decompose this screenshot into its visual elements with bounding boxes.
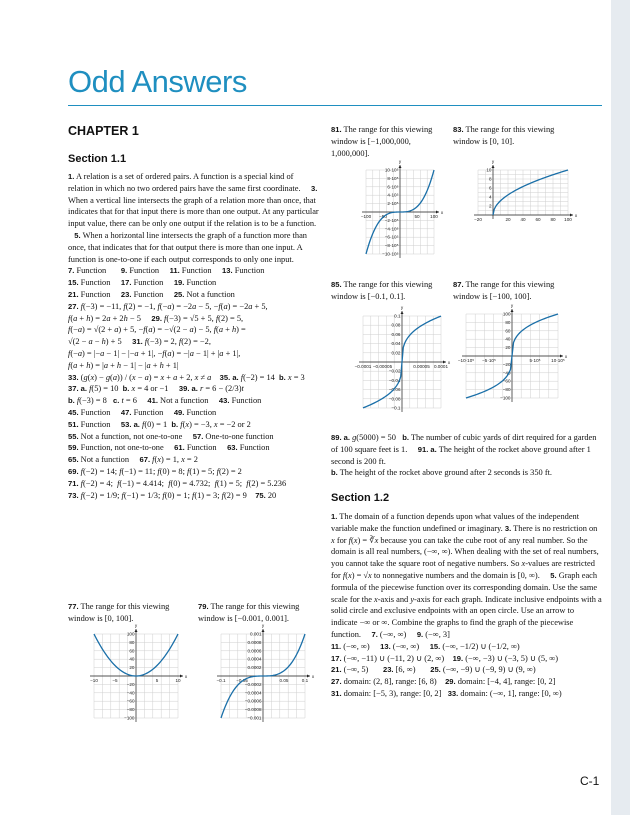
section-1-1-answers	[68, 171, 320, 501]
section-1-1-heading: Section 1.1	[68, 153, 127, 165]
graph-77	[86, 623, 191, 726]
y-tick-label: 0.0006	[247, 648, 262, 654]
answer-line-14: 51. Function 53. a. f(0) = 1 b. f(x) = −3, x = −2 or 2	[68, 419, 251, 429]
y-tick-label: −40	[126, 690, 135, 696]
y-tick-label: −0.0004	[244, 690, 262, 696]
x-tick-label: 10	[175, 678, 181, 683]
y-tick-label: −0.08	[388, 396, 401, 402]
section-1-2-line-4: 27. domain: (2, 8], range: [6, 8) 29. domain: [−4, 4], range: [0, 2]	[331, 677, 556, 687]
y-tick-label: −0.1	[391, 405, 401, 411]
y-axis-arrow	[262, 629, 265, 632]
chapter-heading: CHAPTER 1	[68, 124, 139, 138]
y-tick-label: 2	[488, 203, 492, 209]
x-tick-label: 60	[535, 217, 541, 222]
page-number: C-1	[580, 774, 600, 788]
y-tick-label: 100	[502, 311, 511, 317]
x-axis-label: x	[311, 674, 315, 679]
y-axis-label: y	[400, 305, 404, 310]
x-tick-label: −5·10⁵	[482, 358, 496, 363]
graph-79	[211, 623, 316, 726]
y-tick-label: −0.0006	[244, 698, 262, 704]
x-tick-label: 20	[505, 217, 511, 222]
y-axis-arrow	[401, 311, 404, 314]
y-tick-label: 0.02	[391, 350, 401, 356]
y-tick-label: 0.0008	[247, 639, 262, 645]
y-tick-label: 40	[129, 656, 135, 662]
answer-line-20: 73. f(−2) = 1/9; f(−1) = 1/3; f(0) = 1; f(1) = 3; f(2) = 9 75. 20	[68, 490, 277, 500]
y-tick-label: 100	[126, 631, 135, 637]
x-tick-label: −0.00005	[372, 364, 393, 369]
y-tick-label: −8·10⁵	[384, 243, 399, 249]
graph-85	[335, 305, 451, 414]
section-1-2-line-1: 11. (−∞, ∞) 13. (−∞, ∞) 15. (−∞, −1/2) ∪ (−1/2, ∞)	[331, 641, 520, 651]
x-tick-label: 10·10⁵	[551, 358, 565, 363]
y-tick-label: 8	[488, 176, 492, 182]
x-tick-label: −0.1	[216, 678, 226, 683]
y-axis-arrow	[511, 309, 514, 312]
y-axis-label: y	[510, 303, 514, 308]
y-tick-label: 0.04	[391, 341, 401, 347]
y-tick-label: 20	[505, 345, 511, 351]
x-tick-label: −10	[90, 678, 98, 683]
y-axis-label: y	[398, 159, 402, 164]
y-tick-label: 0.001	[250, 631, 262, 637]
x-axis-label: x	[184, 674, 188, 679]
x-axis-label: x	[574, 213, 578, 218]
answer-line-16: 59. Function, not one-to-one 61. Function 63. Function	[68, 443, 270, 453]
y-tick-label: −60	[502, 378, 511, 384]
y-axis-arrow	[399, 165, 402, 168]
answer-77: 77. The range for this viewing window is [0, 100].	[68, 602, 170, 623]
y-tick-label: 20	[129, 665, 135, 671]
y-tick-label: −60	[126, 698, 135, 704]
answer-line-15: 55. Not a function, not one-to-one 57. One-to-one function	[68, 431, 274, 441]
y-tick-label: −20	[126, 681, 135, 687]
y-tick-label: −100	[124, 715, 135, 721]
y-tick-label: −6·10⁵	[384, 234, 399, 240]
y-axis-arrow	[135, 629, 138, 632]
answer-line-3: 21. Function 23. Function 25. Not a function	[68, 289, 235, 299]
y-tick-label: 4·10⁵	[387, 192, 399, 198]
y-tick-label: 0.1	[394, 313, 401, 319]
y-axis-arrow	[492, 165, 495, 168]
y-tick-label: 4	[488, 194, 492, 200]
answer-81: 81. The range for this viewing window is [−1,000,000, 1,000,000].	[331, 125, 433, 158]
x-tick-label: 100	[564, 217, 572, 222]
x-tick-label: 40	[520, 217, 526, 222]
y-tick-label: −0.0008	[244, 707, 262, 713]
answer-line-13: 45. Function 47. Function 49. Function	[68, 407, 217, 417]
y-tick-label: 80	[129, 639, 135, 645]
answer-87: 87. The range for this viewing window is [−100, 100].	[453, 280, 555, 301]
y-tick-label: 0.0002	[247, 665, 262, 671]
x-tick-label: −0.05	[236, 678, 248, 683]
x-tick-label: 0.00005	[413, 364, 430, 369]
x-tick-label: −0.0001	[354, 364, 372, 369]
answer-line-8: f(−a) = |−a − 1| − |−a + 1|, −f(a) = −|a − 1| + |a + 1|,	[68, 348, 241, 358]
section-1-2-line-2: 17. (−∞, −11) ∪ (−11, 2) ∪ (2, ∞) 19. (−∞, −3) ∪ (−3, 5) ∪ (5, ∞)	[331, 653, 559, 663]
y-tick-label: 10	[486, 167, 492, 173]
y-tick-label: 60	[505, 328, 511, 334]
y-tick-label: 10·10⁵	[384, 167, 399, 173]
answer-line-0: 1. A relation is a set of ordered pairs. A function is a special kind of relation in which no two ordered pairs have the same first coordinate. 3. When a vertical line intersects the graph of a relation more than once, that indicates that for that input there is more than one output. At any particular input value, there can be only one output if the relation is to be a function. 5. When a horizontal line intersects the graph of a function more than once, that indicates that for that output there is more than one input. A function is one-to-one if each output corresponds to only one input.	[68, 172, 319, 264]
y-tick-label: 6·10⁵	[387, 184, 399, 190]
answer-line-10: 33. (g(x) − g(a)) / (x − a) = x + a + 2, x ≠ a 35. a. f(−2) = 14 b. x = 3	[68, 372, 305, 382]
y-tick-label: −0.06	[388, 387, 401, 393]
y-tick-label: −80	[126, 707, 135, 713]
y-tick-label: 0.08	[391, 322, 401, 328]
y-tick-label: −80	[502, 387, 511, 393]
answer-85: 85. The range for this viewing window is [−0.1, 0.1].	[331, 280, 433, 301]
title-rule	[68, 105, 602, 106]
y-tick-label: 60	[129, 648, 135, 654]
y-tick-label: −0.0002	[244, 681, 262, 687]
answer-79: 79. The range for this viewing window is [−0.001, 0.001].	[198, 602, 300, 623]
answer-line-6: f(−a) = √(2 + a) + 5, −f(a) = −√(2 − a) − 5, f(a + h) =	[68, 325, 246, 335]
y-tick-label: −0.02	[388, 368, 401, 374]
x-tick-label: −20	[474, 217, 482, 222]
answer-line-5: f(a + h) = 2a + 2h − 5 29. f(−3) = √5 + 5, f(2) = 5,	[68, 313, 244, 323]
x-tick-label: −50	[379, 214, 387, 219]
answer-line-17: 65. Not a function 67. f(x) = 1, x = 2	[68, 455, 198, 465]
answer-line-7: √(2 − a − h) + 5 31. f(−3) = 2, f(2) = −2,	[68, 337, 211, 347]
section-1-2-answers	[331, 511, 602, 700]
y-tick-label: −0.04	[388, 377, 401, 383]
x-tick-label: 0.0001	[433, 364, 449, 369]
section-1-2-heading: Section 1.2	[331, 492, 390, 504]
section-1-2-line-5: 31. domain: [−5, 3), range: [0, 2] 33. domain: (−∞, 1], range: [0, ∞)	[331, 688, 562, 698]
x-tick-label: 5·10⁵	[529, 358, 541, 363]
y-tick-label: 80	[505, 319, 511, 325]
y-tick-label: −100	[500, 395, 511, 401]
y-tick-label: −10·10⁵	[382, 251, 399, 257]
y-tick-label: 0.0004	[247, 656, 262, 662]
page-title: Odd Answers	[68, 64, 247, 99]
right-margin-bar	[611, 0, 630, 815]
answer-line-1: 7. Function 9. Function 11. Function 13. Function	[68, 266, 265, 276]
answer-line-19: 71. f(−2) = 4; f(−1) = 4.414; f(0) = 4.732; f(1) = 5; f(2) = 5.236	[68, 478, 287, 488]
graph-83	[456, 159, 586, 224]
y-tick-label: 2·10⁵	[387, 201, 399, 207]
section-1-2-line-0: 1. The domain of a function depends upon what values of the independent variable make the function undefined or imaginary. 3. There is no restriction on x for f(x) = ∛x because you can take the cube root of any real number. So the domain is all real numbers, (−∞, ∞). When dealing with the set of real numbers, you cannot take the square root of negative numbers. So x-values are restricted for f(x) = √x to nonnegative numbers and the domain is [0, ∞). 5. Graph each formula of the piecewise function over its corresponding domain. Use the same scale for the x-axis and y-axis for each graph. Indicate inclusive endpoints with a solid circle and exclusive endpoints with an open circle. Use an arrow to indicate −∞ or ∞. Combine the graphs to find the graph of the piecewise function. 7. (−∞, ∞) 9. (−∞, 3]	[331, 512, 602, 639]
x-tick-label: 5	[155, 678, 159, 683]
answer-line-11: 37. a. f(5) = 10 b. x = 4 or −1 39. a. r = 6 − (2/3)t	[68, 384, 244, 394]
y-tick-label: 8·10⁵	[387, 175, 399, 181]
x-tick-label: 50	[414, 214, 420, 219]
answer-line-18: 69. f(−2) = 14; f(−1) = 11; f(0) = 8; f(1) = 5; f(2) = 2	[68, 466, 242, 476]
y-tick-label: 0.06	[391, 331, 401, 337]
y-tick-label: −20	[502, 361, 511, 367]
section-1-2-line-3: 21. (−∞, 5) 23. [6, ∞) 25. (−∞, −9) ∪ (−9, 9) ∪ (9, ∞)	[331, 665, 536, 675]
answer-83: 83. The range for this viewing window is [0, 10].	[453, 125, 555, 146]
y-tick-label: 6	[488, 185, 492, 191]
x-tick-label: −5	[112, 678, 118, 683]
x-tick-label: 0.05	[279, 678, 289, 683]
graph-87	[456, 303, 568, 406]
x-tick-label: 80	[550, 217, 556, 222]
x-tick-label: −100	[360, 214, 372, 219]
answer-line-12: b. f(−3) = 8 c. t = 6 41. Not a function 43. Function	[68, 396, 262, 406]
y-axis-label: y	[134, 623, 138, 628]
x-tick-label: 0.1	[301, 678, 309, 683]
answer-line-4: 27. f(−3) = −11, f(2) = −1, f(−a) = −2a − 5, −f(a) = −2a + 5,	[68, 301, 268, 311]
x-axis-label: x	[440, 210, 444, 215]
x-axis-label: x	[447, 360, 451, 365]
x-tick-label: 100	[430, 214, 438, 219]
answers-89-91: 89. a. g(5000) = 50 b. The number of cubic yards of dirt required for a garden of 100 square feet is 1. 91. a. The height of the rocket above ground after 1 second is 200 ft. b. The height of the rocket above ground after 2 seconds is 350 ft.	[331, 433, 597, 478]
y-tick-label: −4·10⁵	[384, 226, 399, 232]
graph-81	[336, 159, 446, 262]
x-axis-label: x	[564, 354, 568, 359]
y-axis-label: y	[491, 159, 495, 164]
y-axis-label: y	[261, 623, 265, 628]
y-tick-label: 40	[505, 336, 511, 342]
x-tick-label: −10·10⁵	[457, 358, 475, 363]
answer-line-9: f(a + h) = |a + h − 1| − |a + h + 1|	[68, 360, 179, 370]
y-tick-label: −2·10⁵	[384, 217, 399, 223]
answer-line-2: 15. Function 17. Function 19. Function	[68, 278, 217, 288]
y-tick-label: −0.001	[247, 715, 262, 721]
y-tick-label: −40	[502, 370, 511, 376]
